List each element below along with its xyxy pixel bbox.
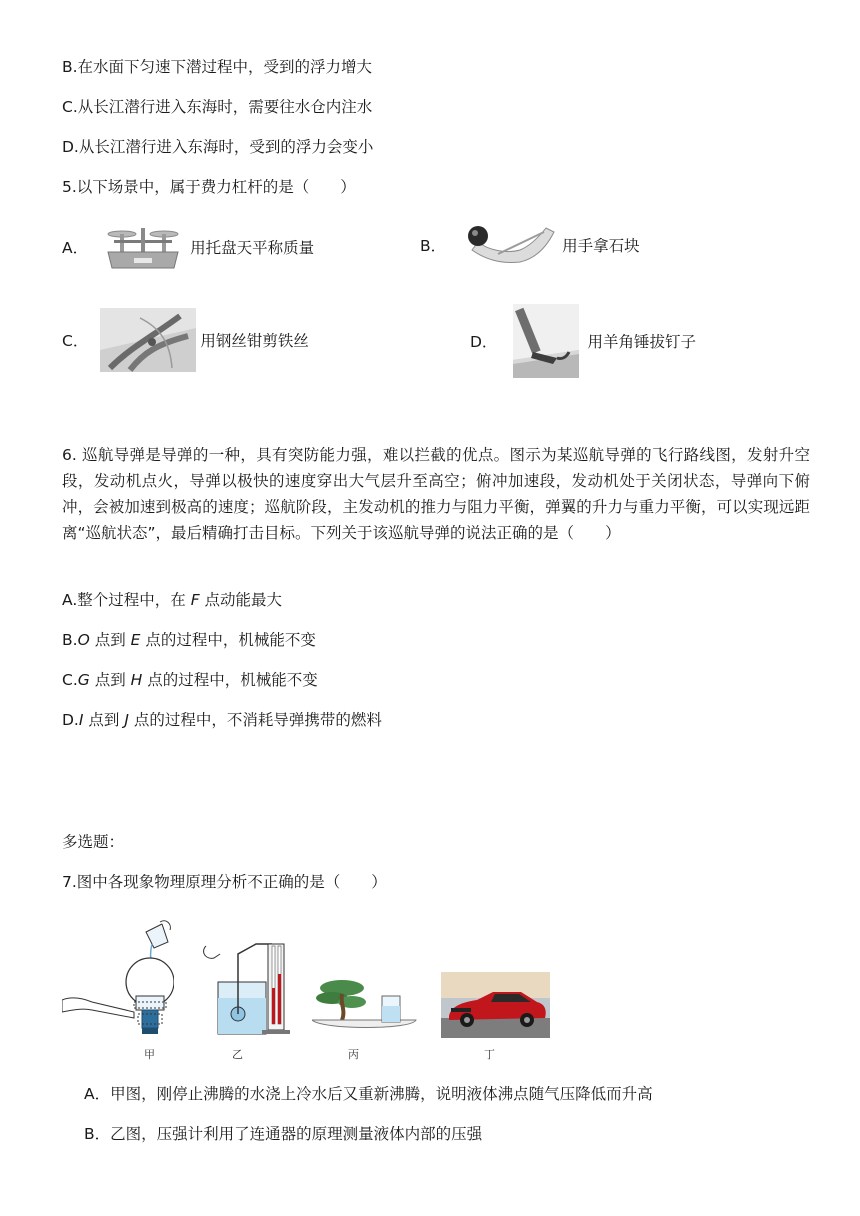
text: D. — [62, 711, 79, 729]
text: 点到 — [83, 711, 125, 729]
q5-stem: 5.以下场景中，属于费力杠杆的是（ ） — [62, 178, 356, 196]
figure-jia-flask-icon — [62, 918, 174, 1042]
point-label: O — [77, 631, 90, 649]
q6-option-a — [62, 589, 282, 611]
figure-yi-pressure-gauge-icon — [200, 936, 300, 1040]
option-text: 用手拿石块 — [562, 237, 640, 255]
point-label: J — [124, 711, 129, 729]
section-heading: 多选题： — [62, 833, 125, 851]
q6-option-b — [62, 629, 316, 651]
text: 点的过程中，机械能不变 — [142, 671, 318, 689]
text: 点的过程中，机械能不变 — [140, 631, 316, 649]
q7-option-a: A．甲图，刚停止沸腾的水浇上冷水后又重新沸腾，说明液体沸点随气压降低而升高 — [84, 1085, 653, 1103]
q5-option-d — [470, 304, 696, 378]
text: 点动能最大 — [199, 591, 283, 609]
figure-label-jia: 甲 — [144, 1048, 155, 1061]
q5-option-c — [62, 308, 309, 372]
figure-label-ding: 丁 — [484, 1048, 495, 1061]
text: C. — [62, 671, 78, 689]
figure-label-yi: 乙 — [232, 1048, 243, 1061]
text: B. — [62, 631, 78, 649]
text: 点到 — [89, 671, 131, 689]
text: A.整个过程中，在 — [62, 591, 191, 609]
q4-option-c: C.从长江潜行进入东海时，需要往水仓内注水 — [62, 98, 373, 116]
balance-scale-icon — [100, 220, 186, 274]
point-label: I — [78, 711, 84, 729]
claw-hammer-icon — [513, 304, 579, 378]
figure-ding-car-icon — [441, 972, 550, 1038]
text: 点到 — [89, 631, 131, 649]
q4-option-d: D.从长江潜行进入东海时，受到的浮力会变小 — [62, 138, 374, 156]
option-text: 用钢丝钳剪铁丝 — [200, 332, 309, 350]
q4-option-b: B.在水面下匀速下潜过程中，受到的浮力增大 — [62, 58, 373, 76]
q6-option-d — [62, 709, 382, 731]
pliers-cutting-wire-icon — [100, 308, 196, 372]
q7-stem: 7.图中各现象物理原理分析不正确的是（ ） — [62, 873, 387, 891]
q7-option-b: B．乙图，压强计利用了连通器的原理测量液体内部的压强 — [84, 1125, 483, 1143]
text: 点的过程中，不消耗导弹携带的燃料 — [128, 711, 382, 729]
point-label: E — [130, 631, 141, 649]
q5-option-a — [62, 220, 314, 274]
figure-label-bing: 丙 — [348, 1048, 359, 1061]
q5-option-b — [420, 220, 640, 270]
option-letter: A． — [62, 239, 89, 257]
option-text: 用羊角锤拔钉子 — [587, 333, 696, 351]
option-letter: D． — [470, 333, 498, 351]
figure-bing-bonsai-icon — [312, 976, 422, 1038]
q6-option-c — [62, 669, 318, 691]
option-text: 用托盘天平称质量 — [190, 239, 315, 257]
point-label: H — [130, 671, 143, 689]
q6-stem: 6. 巡航导弹是导弹的一种，具有突防能力强，难以拦截的优点。图示为某巡航导弹的飞行路线图，发射升空段，发动机点火，导弹以极快的速度穿出大气层升至高空；俯冲加速段，发动机处于关闭状态，导弹向下俯冲，会被加速到极高的速度；巡航阶段，主发动机的推力与阻力平衡，弹翼的升力与重力平衡，可以实现远距离“巡航状态”，最后精确打击目标。下列关于该巡航导弹的说法正确的是（ ） — [62, 446, 810, 542]
arm-holding-ball-icon — [458, 220, 558, 270]
option-letter: C． — [62, 332, 89, 350]
option-letter: B． — [420, 237, 447, 255]
point-label: G — [77, 671, 90, 689]
point-label: F — [190, 591, 200, 609]
